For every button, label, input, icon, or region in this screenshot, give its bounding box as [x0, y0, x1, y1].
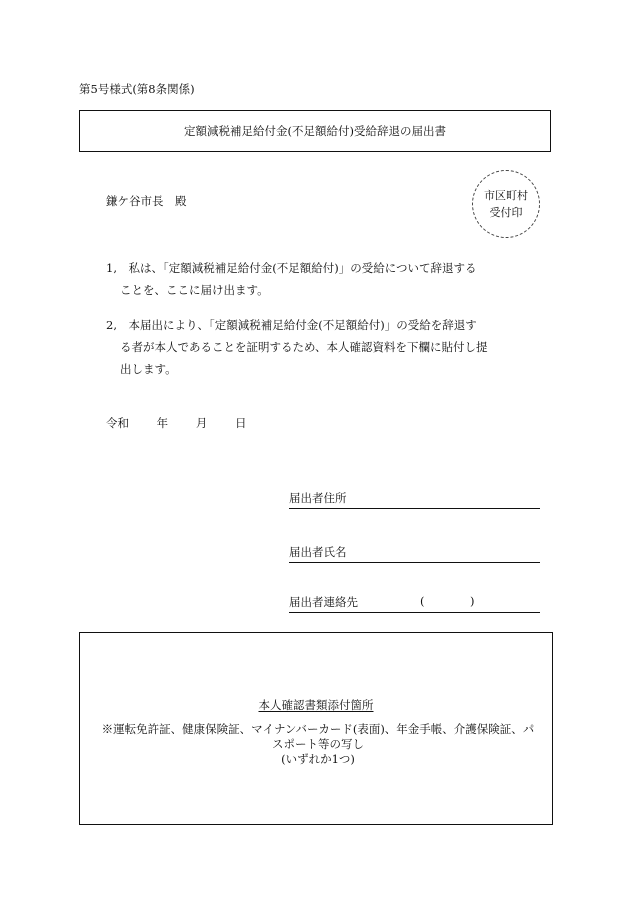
paragraph-2-line-1: 2, 本届出により、「定額減税補足給付金(不足額給付)」の受給を辞退す — [106, 318, 477, 332]
id-document-attachment-box — [79, 632, 553, 825]
paragraph-2-line-2: る者が本人であることを証明するため、本人確認資料を下欄に貼付し提 — [120, 340, 488, 354]
paragraph-1-line-2: ことを、ここに届け出ます。 — [120, 283, 269, 297]
stamp-label-line1: 市区町村 — [484, 189, 528, 202]
contact-label: 届出者連絡先 — [289, 595, 358, 609]
address-label: 届出者住所 — [289, 491, 347, 505]
date-month: 月 — [195, 416, 208, 430]
date-year: 年 — [156, 416, 169, 430]
date-line — [106, 415, 246, 431]
paragraph-2-line-3: 出します。 — [120, 362, 177, 376]
id-box-note-line-3: (いずれか1つ) — [281, 752, 355, 766]
address-field[interactable] — [289, 490, 540, 509]
contact-field[interactable] — [289, 594, 540, 613]
stamp-label-line2: 受付印 — [489, 206, 523, 219]
date-era: 令和 — [106, 416, 129, 430]
paragraph-2 — [106, 314, 488, 380]
title-box — [79, 110, 551, 152]
paragraph-1-line-1: 1, 私は、「定額減税補足給付金(不足額給付)」の受給について辞退する — [106, 261, 477, 275]
name-label: 届出者氏名 — [289, 545, 347, 559]
name-field[interactable] — [289, 544, 540, 563]
reception-stamp-area — [472, 170, 540, 238]
id-box-note-line-1: ※運転免許証、健康保険証、マイナンバーカード(表面)、年金手帳、介護保険証、パ — [101, 722, 535, 736]
contact-paren-open: ( — [420, 594, 425, 608]
id-box-title-row — [80, 697, 552, 713]
id-box-note-line-2: スポート等の写し — [272, 737, 364, 751]
date-day: 日 — [234, 416, 247, 430]
contact-paren-close: ) — [470, 594, 475, 608]
addressee: 鎌ケ谷市長 殿 — [106, 194, 187, 208]
paragraph-1 — [106, 257, 476, 301]
document-title: 定額減税補足給付金(不足額給付)受給辞退の届出書 — [184, 124, 446, 138]
id-box-title: 本人確認書類添付箇所 — [258, 698, 374, 712]
form-number: 第5号様式(第8条関係) — [79, 82, 195, 96]
id-box-note — [94, 722, 542, 767]
